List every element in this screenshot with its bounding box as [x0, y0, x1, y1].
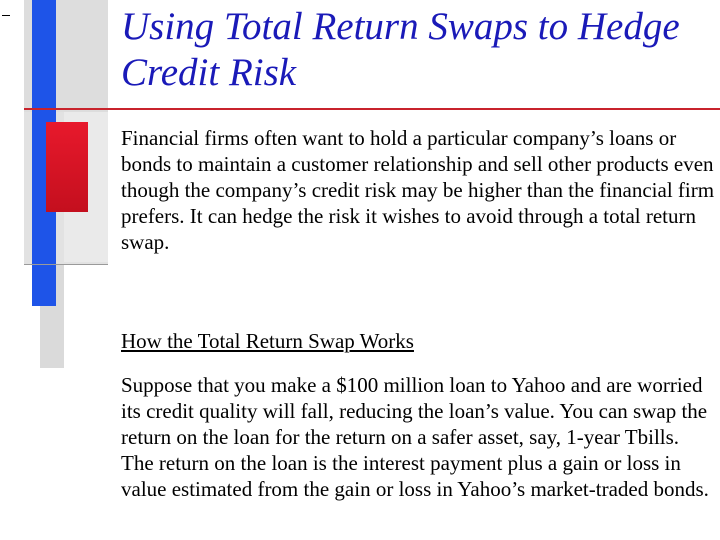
left-margin	[0, 0, 24, 540]
title-divider	[24, 108, 720, 110]
decorative-red-block	[46, 122, 88, 212]
corner-mark	[2, 15, 10, 16]
slide-title: Using Total Return Swaps to Hedge Credit Risk	[121, 5, 680, 94]
section-subheading: How the Total Return Swap Works	[121, 329, 414, 353]
example-paragraph: Suppose that you make a $100 million loan to Yahoo and are worried its credit quality will fall, reducing the loan’s value. You can swap the return on the loan for the return on a safer asset, say, 1-year Tbills. The return on the loan is the interest payment plus a gain or loss in value estimated from the gain or loss in Yahoo’s market-traded bonds.	[121, 373, 709, 501]
decorative-line	[24, 264, 108, 265]
intro-paragraph: Financial firms often want to hold a particular company’s loans or bonds to maintain a customer relationship and sell other products even though the company’s credit risk may be higher than the financial firm prefers. It can hedge the risk it wishes to avoid through a total return swap.	[121, 126, 715, 254]
